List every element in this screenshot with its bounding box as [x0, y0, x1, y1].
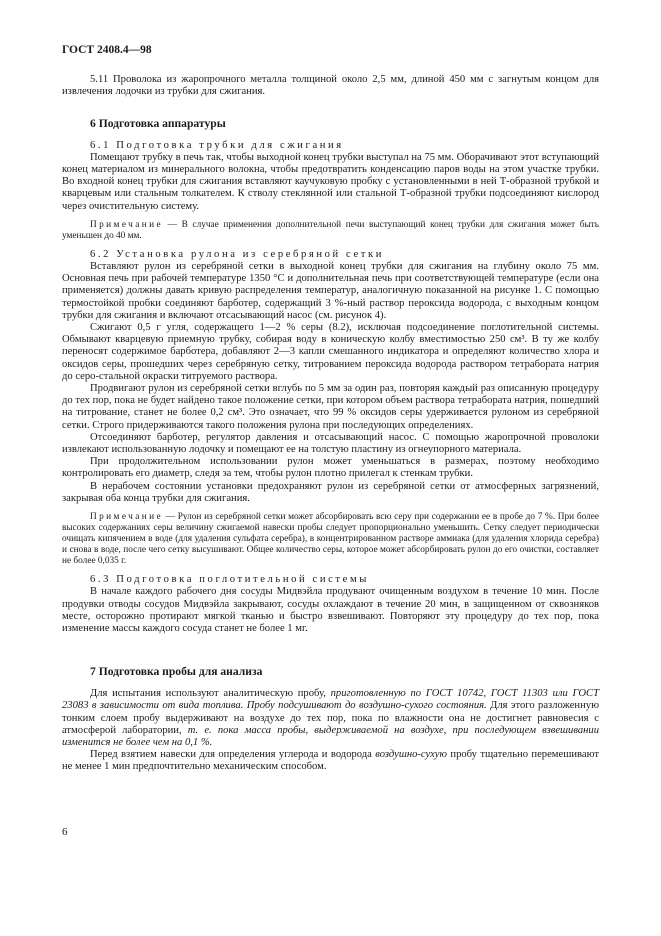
- paragraph-6-2-4: Отсоединяют барботер, регулятор давления и отсасывающий насос. С помощью жаропрочной проволоки извлекают использованную лодочку и помещают ее на толстую пластину из огнеупорного материала.: [62, 431, 599, 456]
- note-6-2: [62, 512, 599, 567]
- paragraph-6-3-1: В начале каждого рабочего дня сосуды Мидвэйла продувают очищенным воздухом в течение 10 мин. После продувки отводы сосудов Мидвэйла закрывают, сосуды охлаждают в течение 20 мин, в защищенном от сквозняков месте, осторожно протирают мягкой тканью и быстро взвешивают. Повторяют эту процедуру до тех пор, пока изменение массы каждого сосуда станет не более 1 мг.: [62, 586, 599, 634]
- text-run: Перед взятием навески для определения углерода и водорода: [90, 749, 376, 761]
- text-run: Для испытания используют аналитическую пробу,: [90, 688, 331, 700]
- note-text: — В случае применения дополнительной печи выступающий конец трубки для сжигания может быть уменьшен до 40 мм.: [62, 219, 599, 241]
- italic-run: приготовленную по ГОСТ 10742, ГОСТ 11303 или ГОСТ 23083 в зависимости от вида топлива. Пробу подсушивают до воздушно-сухого состояния.: [62, 688, 600, 712]
- subsection-6-1-heading: 6.1 Подготовка трубки для сжигания: [90, 139, 344, 151]
- paragraph-6-2-6: В нерабочем состоянии установки предохраняют рулон из серебряной сетки от атмосферных загрязнений, закрывая оба конца трубки для сжигания.: [62, 480, 599, 504]
- italic-run: т. е. пока масса пробы, выдерживаемой на воздухе, при последующем взвешивании изменится не более чем на 0,1 %.: [62, 724, 599, 748]
- item-5-11: 5.11 Проволока из жаропрочного металла толщиной около 2,5 мм, длиной 450 мм с загнутым концом для извлечения лодочки из трубки для сжигания.: [62, 74, 599, 98]
- note-label: Примечание: [90, 512, 163, 523]
- text-run: Для этого разложенную тонким слоем пробу выдерживают на воздухе до тех пор, пока по влажности она не достигнет равновесия с атмосферой лаборатории,: [62, 700, 599, 736]
- note-label: Примечание: [90, 219, 163, 230]
- paragraph-7-1: [62, 688, 599, 749]
- paragraph-6-2-1: Вставляют рулон из серебряной сетки в выходной конец трубки для сжигания на глубину около 75 мм. Основная печь при рабочей температуре 1350 °С и дополнительная печь при соответствующей температуре (если она применяется) должны давать кривую распределения температур, аналогичную показанной на рисунке 1. С помощью термостойкой пробки соединяют барботер, содержащий 3 %-ный раствор пероксида водорода, с выходным концом трубки для сжигания и включают отсасывающий насос (см. рисунок 4).: [62, 261, 599, 321]
- subsection-6-2-heading: 6.2 Установка рулона из серебряной сетки: [90, 248, 385, 260]
- page-number: 6: [62, 826, 68, 838]
- paragraph-7-2: [62, 749, 599, 773]
- section-6-heading: 6 Подготовка аппаратуры: [90, 116, 226, 130]
- paragraph-6-2-2: Сжигают 0,5 г угля, содержащего 1—2 % серы (8.2), исключая подсоединение поглотительной системы. Обмывают кварцевую приемную трубку, собирая воду в коническую колбу вместимостью 250 см³. В ту же колбу переносят содержимое барботера, добавляют 2—3 капли смешанного индикатора и определяют количество хлора и оксидов серы, прошедших через серебряную сетку, титрованием пероксида водорода раствором тетрабората натрия до серо-стальной окраски титруемого раствора.: [62, 322, 599, 382]
- note-text: — Рулон из серебряной сетки может абсорбировать всю серу при содержании ее в пробе до 7 %. При более высоких содержаниях серы величину сжигаемой навески пробы следует пропорционально уменьшить. Сетку следует периодически очищать кипячением в воде (для удаления сульфата серебра), в концентрированном растворе аммиака (для удаления хлорида серебра) и снова в воде, после чего сетку высушивают. Общее количество серы, которое может абсорбировать рулон до его очистки, составляет не более 0,035 г.: [62, 512, 599, 567]
- paragraph-6-2-5: При продолжительном использовании рулон может уменьшаться в размерах, поэтому необходимо контролировать его диаметр, следя за тем, чтобы рулон плотно прилегал к стенкам трубки.: [62, 456, 599, 480]
- standard-header: ГОСТ 2408.4—98: [62, 44, 152, 56]
- note-6-1: [62, 220, 599, 242]
- italic-run: воздушно-сухую: [375, 749, 447, 761]
- text-run: пробу тщательно перемешивают не менее 1 мин предпочтительно механическим способом.: [62, 749, 599, 773]
- section-7-heading: 7 Подготовка пробы для анализа: [90, 665, 263, 679]
- subsection-6-3-heading: 6.3 Подготовка поглотительной системы: [90, 574, 369, 586]
- paragraph-6-2-3: Продвигают рулон из серебряной сетки вглубь по 5 мм за один раз, повторяя каждый раз описанную процедуру до тех пор, пока не будет найдено такое положение сетки, при котором объем раствора тетрабората натрия, пошедший на титрование, станет не более 0,2 см³. Это означает, что 99 % оксидов серы удерживается рулоном из серебряной сетки. Строго придерживаются такого положения рулона при последующих определениях.: [62, 383, 599, 431]
- paragraph-6-1-1: Помещают трубку в печь так, чтобы выходной конец трубки выступал на 75 мм. Оборачивают этот вступающий конец материалом из минерального волокна, чтобы предотвратить конденсацию паров воды на этом участке трубки. Во входной конец трубки для сжигания вставляют каучуковую пробку с установленными в ней Т-образной трубкой и кварцевым или стальным толкателем. К стволу стеклянной или стальной Т-образной трубки подсоединяют кислород через очистительную систему.: [62, 151, 599, 212]
